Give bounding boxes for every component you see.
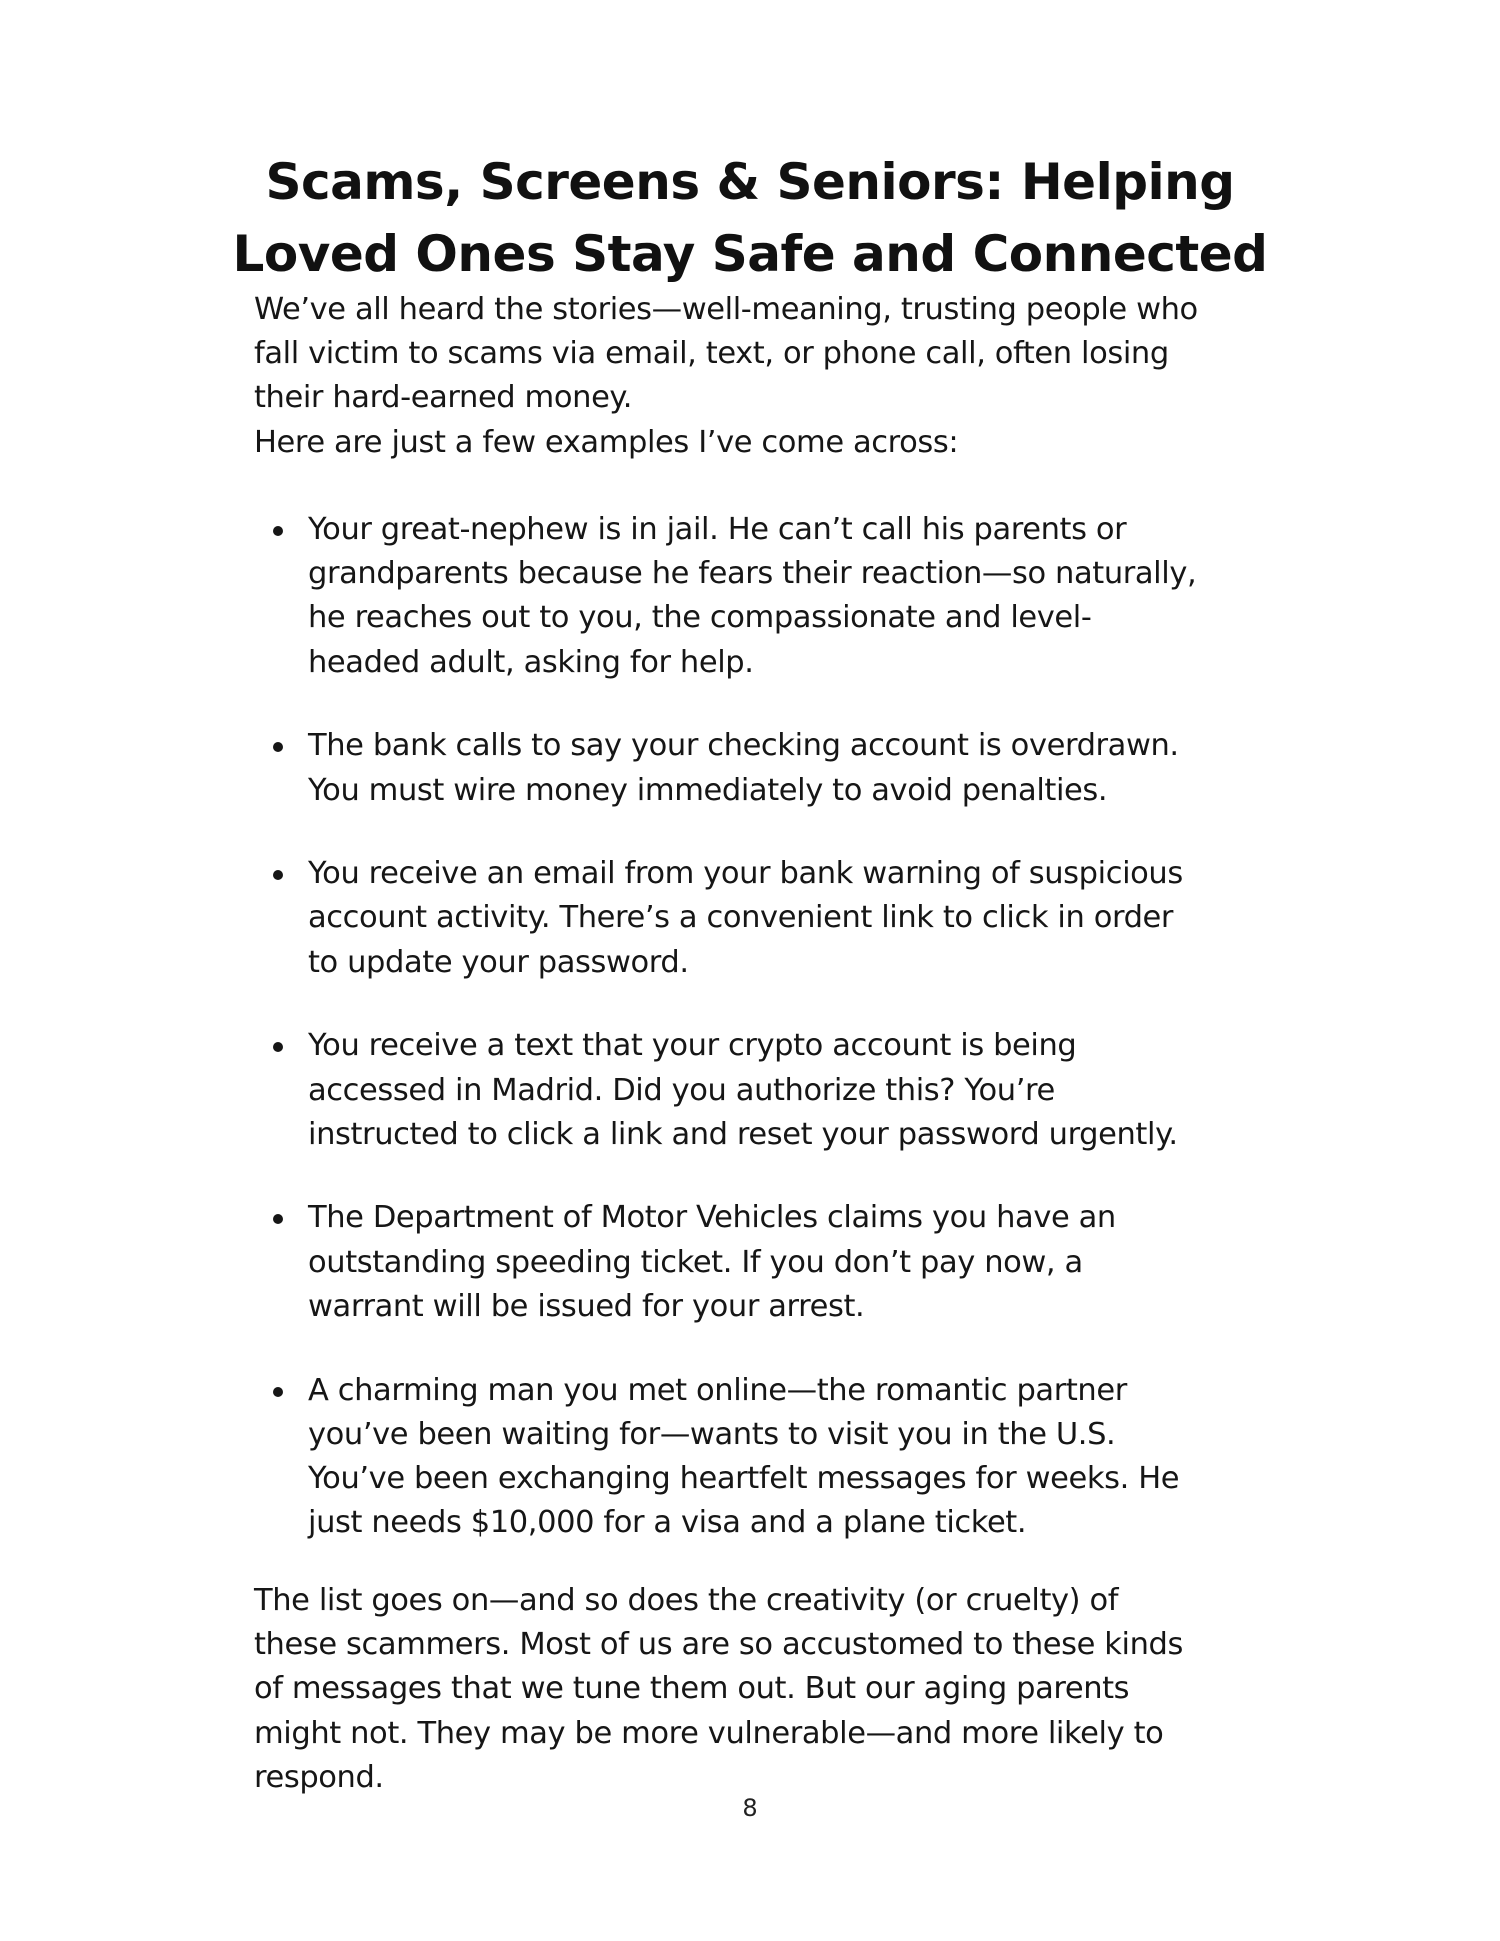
list-item bbox=[254, 852, 1254, 985]
list-item-line: You receive an email from your bank warning of suspicious bbox=[308, 856, 1183, 892]
page-number: 8 bbox=[742, 1794, 758, 1822]
intro-line: Here are just a few examples I’ve come across: bbox=[254, 424, 959, 460]
list-item-line: account activity. There’s a convenient link to click in order bbox=[308, 900, 1174, 936]
closing-paragraph bbox=[254, 1579, 1254, 1800]
bullet-icon bbox=[273, 1042, 283, 1052]
scam-examples-list bbox=[254, 508, 1254, 1585]
list-item-line: to update your password. bbox=[308, 944, 689, 980]
list-item-line: headed adult, asking for help. bbox=[308, 644, 754, 680]
list-item-line: warrant will be issued for your arrest. bbox=[308, 1288, 865, 1324]
title-line: Scams, Screens & Seniors: Helping bbox=[265, 153, 1235, 211]
list-item-line: just needs $10,000 for a visa and a plane ticket. bbox=[308, 1505, 1027, 1541]
list-item bbox=[254, 1024, 1254, 1157]
closing-line: The list goes on—and so does the creativity (or cruelty) of bbox=[254, 1583, 1119, 1618]
list-item-line: he reaches out to you, the compassionate and level- bbox=[308, 600, 1092, 636]
bullet-icon bbox=[273, 1214, 283, 1224]
list-item-line: accessed in Madrid. Did you authorize this? You’re bbox=[308, 1072, 1055, 1108]
list-item-line: You receive a text that your crypto account is being bbox=[308, 1028, 1077, 1064]
bullet-icon bbox=[273, 526, 283, 536]
bullet-icon bbox=[273, 870, 283, 880]
bullet-icon bbox=[273, 742, 283, 752]
list-item-line: You’ve been exchanging heartfelt messages for weeks. He bbox=[308, 1460, 1180, 1496]
list-item-line: instructed to click a link and reset your password urgently. bbox=[308, 1116, 1178, 1152]
list-item-line: The Department of Motor Vehicles claims you have an bbox=[308, 1200, 1116, 1236]
list-item bbox=[254, 508, 1254, 685]
title-line: Loved Ones Stay Safe and Connected bbox=[232, 225, 1268, 283]
intro-line: their hard-earned money. bbox=[254, 380, 633, 416]
closing-line: these scammers. Most of us are so accustomed to these kinds bbox=[254, 1627, 1183, 1663]
list-item bbox=[254, 1196, 1254, 1329]
list-item bbox=[254, 1369, 1254, 1546]
list-item-line: you’ve been waiting for—wants to visit you in the U.S. bbox=[308, 1416, 1116, 1452]
list-item-line: Your great-nephew is in jail. He can’t call his parents or bbox=[308, 512, 1127, 547]
closing-line: respond. bbox=[254, 1759, 384, 1795]
list-item-line: outstanding speeding ticket. If you don’t pay now, a bbox=[308, 1244, 1083, 1280]
bullet-icon bbox=[273, 1387, 283, 1397]
closing-line: of messages that we tune them out. But our aging parents bbox=[254, 1671, 1130, 1707]
list-item-line: A charming man you met online—the romantic partner bbox=[308, 1372, 1127, 1408]
intro-line: We’ve all heard the stories—well-meaning, trusting people who bbox=[254, 292, 1198, 327]
list-item-line: You must wire money immediately to avoid penalties. bbox=[308, 772, 1108, 808]
intro-line: fall victim to scams via email, text, or phone call, often losing bbox=[254, 336, 1169, 372]
list-item-line: The bank calls to say your checking account is overdrawn. bbox=[308, 728, 1179, 764]
page-title bbox=[200, 146, 1300, 290]
list-item bbox=[254, 724, 1254, 812]
list-item-line: grandparents because he fears their reaction—so naturally, bbox=[308, 556, 1197, 592]
closing-line: might not. They may be more vulnerable—and more likely to bbox=[254, 1715, 1164, 1751]
intro-paragraph bbox=[254, 288, 1254, 465]
